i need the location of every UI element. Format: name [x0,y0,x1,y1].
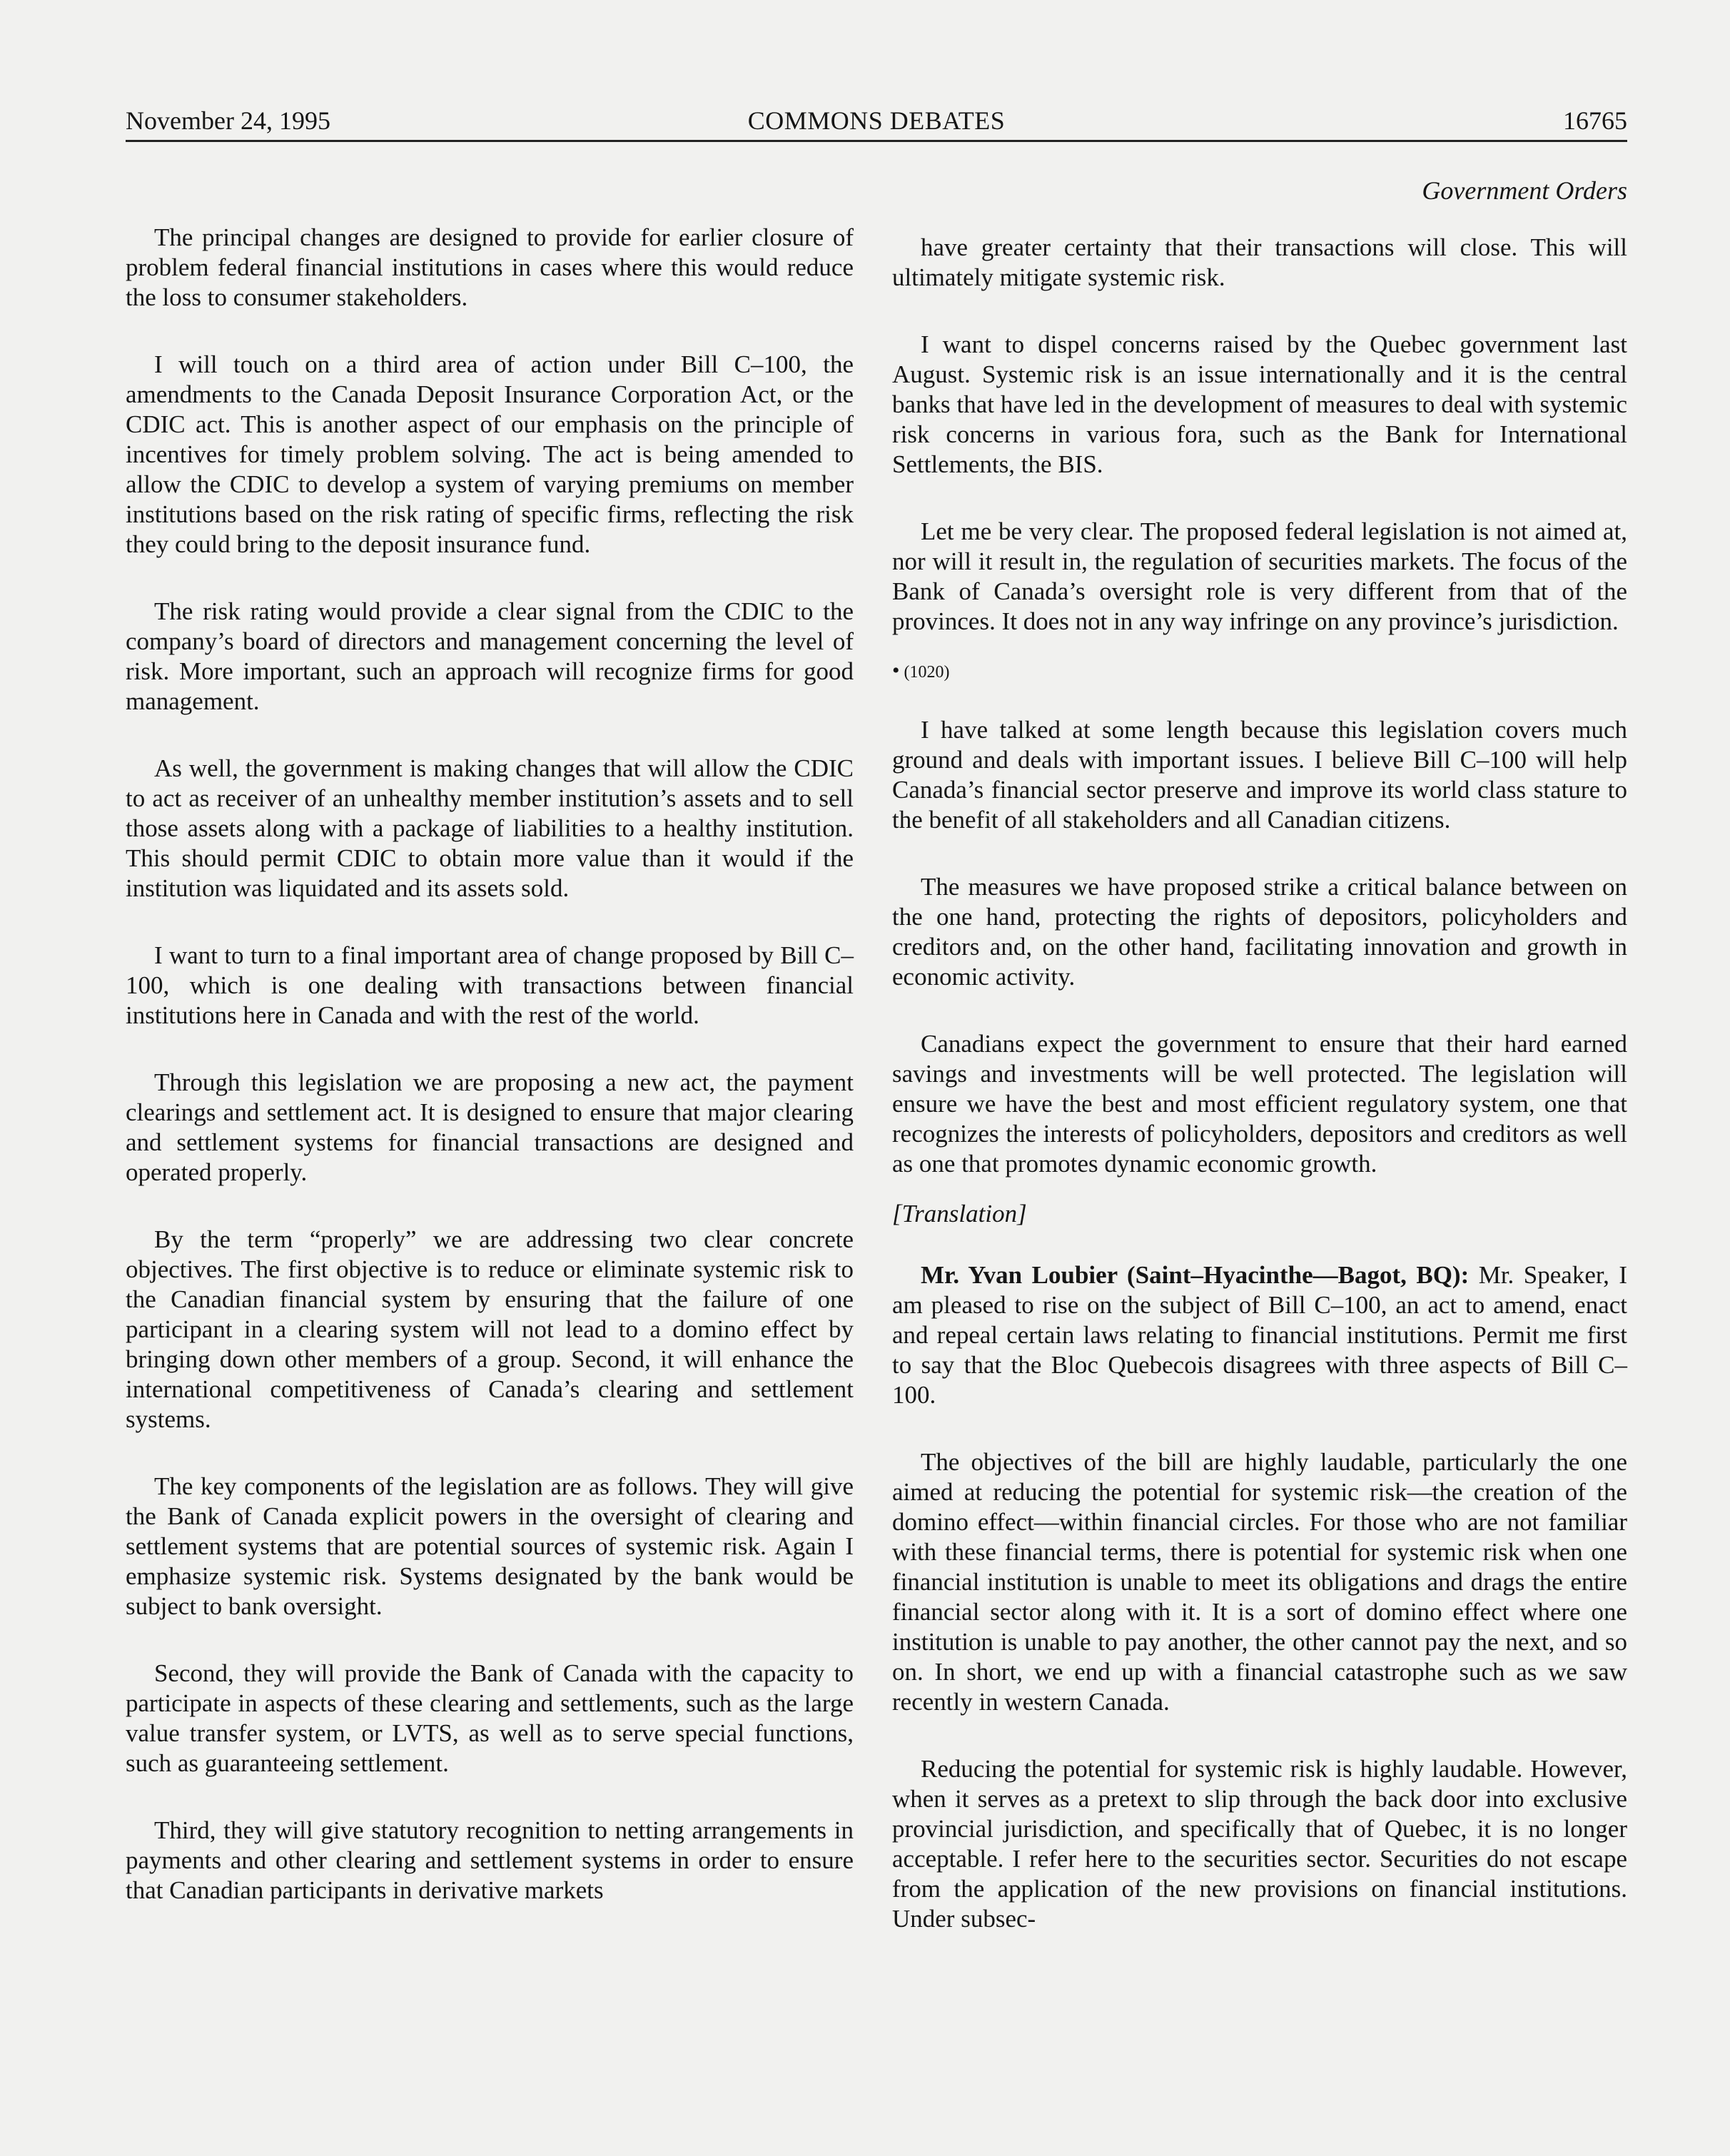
paragraph: have greater certainty that their transactions will close. This will ultimately mitigate systemic risk. [892,233,1627,291]
bullet-icon: • [892,659,900,682]
translation-label: [Translation] [892,1200,1027,1228]
paragraph: Let me be very clear. The proposed federal legislation is not aimed at, nor will it result in, the regulation of securities markets. The focus of the Bank of Canada’s oversight role is very different from that of the provinces. It does not in any way infringe on any province’s jurisdiction. [892,517,1627,635]
left-column [126,223,854,1943]
page-header [126,98,1627,141]
right-column [892,233,1627,1971]
section-heading: Government Orders [1422,176,1627,205]
paragraph: I want to turn to a final important area of change proposed by Bill C–100, which is one dealing with transactions between financial institutions here in Canada and with the rest of the world. [126,941,854,1029]
paragraph: Through this legislation we are proposing a new act, the payment clearings and settlement act. It is designed to ensure that major clearing and settlement systems for financial transactions are designed and operated properly. [126,1068,854,1186]
header-rule [126,140,1627,142]
speech-text: Mr. Speaker, I am pleased to rise on the subject of Bill C–100, an act to amend, enact and repeal certain laws relating to financial institutions. Permit me first to say that the Bloc Quebecois disagrees with three aspects of Bill C–100. [892,1261,1627,1409]
speaker-name: Mr. Yvan Loubier (Saint–Hyacinthe—Bagot, BQ): [921,1261,1470,1289]
paragraph: I have talked at some length because this legislation covers much ground and deals with important issues. I believe Bill C–100 will help Canada’s financial sector preserve and improve its world class stature to the benefit of all stakeholders and all Canadian citizens. [892,716,1627,834]
time-marker-text: (1020) [904,663,950,682]
paragraph: The principal changes are designed to provide for earlier closure of problem federal financial institutions in cases where this would reduce the loss to consumer stakeholders. [126,223,854,311]
paragraph: I will touch on a third area of action under Bill C–100, the amendments to the Canada Deposit Insurance Corporation Act, or the CDIC act. This is another aspect of our emphasis on the principle of incentives for timely problem solving. The act is being amended to allow the CDIC to develop a system of varying premiums on member institutions based on the risk rating of specific firms, reflecting the risk they could bring to the deposit insurance fund. [126,350,854,558]
header-page-number: 16765 [1563,106,1627,135]
header-title: COMMONS DEBATES [747,106,1006,135]
paragraph: As well, the government is making changes that will allow the CDIC to act as receiver of an unhealthy member institution’s assets and to sell those assets along with a package of liabilities to a healthy institution. This should permit CDIC to obtain more value than it would if the institution was liquidated and its assets sold. [126,754,854,902]
speech-paragraph [892,1260,1627,1410]
paragraph: Reducing the potential for systemic risk is highly laudable. However, when it serves as a pretext to slip through the back door into exclusive provincial jurisdiction, and specifically that of Quebec, it is no longer acceptable. I refer here to the securities sector. Securities do not escape from the application of the new provisions on financial institutions. Under subsec- [892,1755,1627,1933]
paragraph: I want to dispel concerns raised by the Quebec government last August. Systemic risk is an issue internationally and it is the central banks that have led in the development of measures to deal with systemic risk concerns in various fora, such as the Bank for International Settlements, the BIS. [892,330,1627,478]
paragraph: Canadians expect the government to ensure that their hard earned savings and investments will be well protected. The legislation will ensure we have the best and most efficient regulatory system, one that recognizes the interests of policyholders, depositors and creditors as well as one that promotes dynamic economic growth. [892,1030,1627,1178]
paragraph: The objectives of the bill are highly laudable, particularly the one aimed at reducing the potential for systemic risk—the creation of the domino effect—within financial circles. For those who are not familiar with these financial terms, there is potential for systemic risk when one financial institution is unable to meet its obligations and drags the entire financial sector along with it. It is a sort of domino effect where one institution is unable to pay another, the other cannot pay the next, and so on. In short, we end up with a financial catastrophe such as we saw recently in western Canada. [892,1448,1627,1716]
header-date: November 24, 1995 [126,106,330,135]
paragraph: Third, they will give statutory recognition to netting arrangements in payments and other clearing and settlement systems in order to ensure that Canadian participants in derivative markets [126,1816,854,1904]
paragraph: The key components of the legislation are as follows. They will give the Bank of Canada explicit powers in the oversight of clearing and settlement systems that are potential sources of systemic risk. Again I emphasize systemic risk. Systems designated by the bank would be subject to bank oversight. [126,1472,854,1620]
time-marker [892,657,1627,687]
paragraph: By the term “properly” we are addressing two clear concrete objectives. The first objective is to reduce or eliminate systemic risk to the Canadian financial system by ensuring that the failure of one participant in a clearing system will not lead to a domino effect by bringing down other members of a group. Second, it will enhance the international competitiveness of Canada’s clearing and settlement systems. [126,1225,854,1433]
paragraph: Second, they will provide the Bank of Canada with the capacity to participate in aspects of these clearing and settlements, such as the large value transfer system, or LVTS, as well as to serve special functions, such as guaranteeing settlement. [126,1659,854,1777]
paragraph: The risk rating would provide a clear signal from the CDIC to the company’s board of directors and management concerning the level of risk. More important, such an approach will recognize firms for good management. [126,597,854,715]
paragraph: The measures we have proposed strike a critical balance between on the one hand, protecting the rights of depositors, policyholders and creditors and, on the other hand, facilitating innovation and growth in economic activity. [892,873,1627,991]
